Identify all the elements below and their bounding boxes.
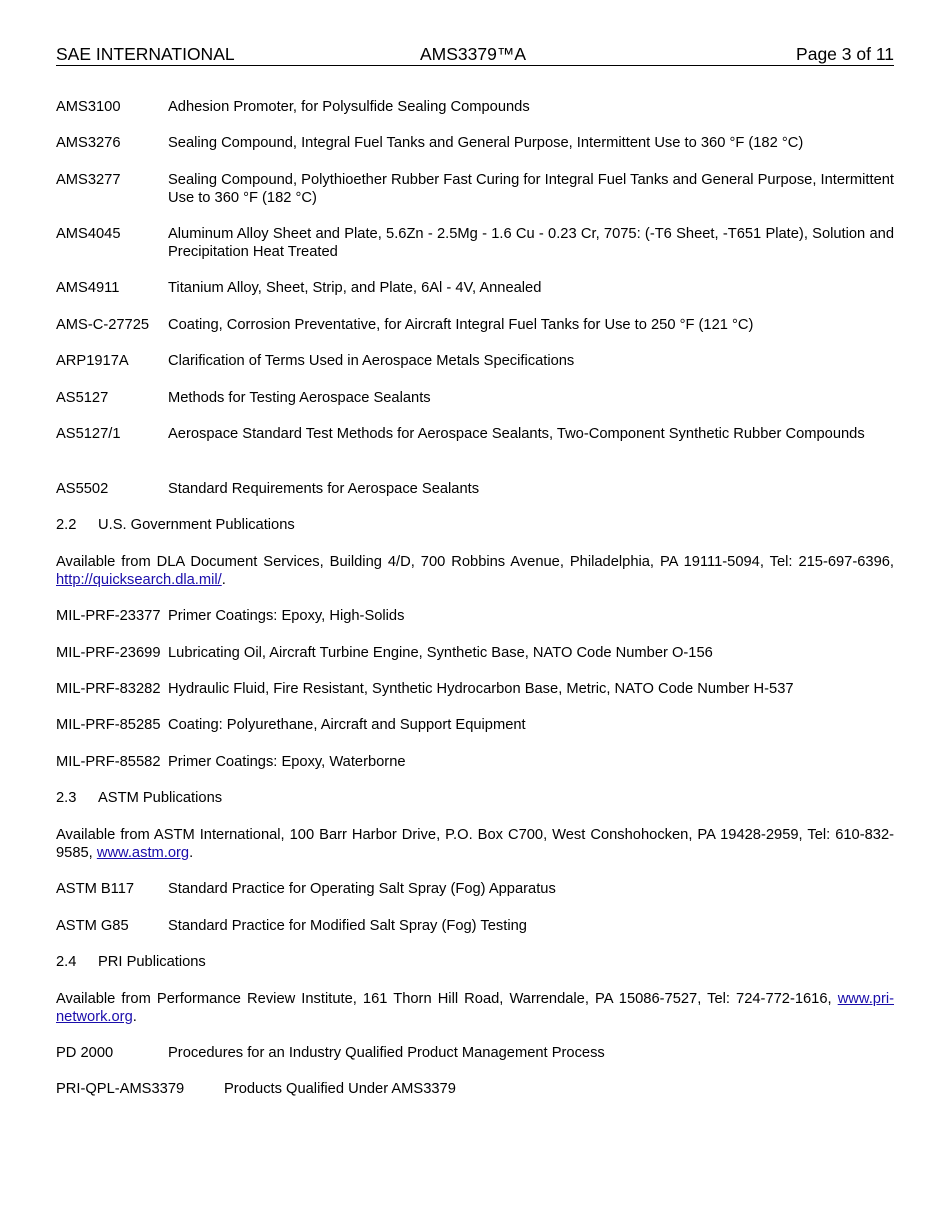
reference-title: Standard Practice for Operating Salt Spray (Fog) Apparatus xyxy=(168,881,556,897)
availability-paragraph xyxy=(56,553,894,589)
reference-title: Procedures for an Industry Qualified Product Management Process xyxy=(168,1045,605,1061)
reference-code: AS5502 xyxy=(56,481,109,497)
section-number: 2.2 xyxy=(56,517,77,533)
reference-code: AS5127 xyxy=(56,390,109,406)
availability-paragraph xyxy=(56,826,894,862)
reference-code: MIL-PRF-85285 xyxy=(56,717,161,733)
reference-code: MIL-PRF-83282 xyxy=(56,681,161,697)
reference-code: AMS3277 xyxy=(56,172,121,188)
reference-code: AMS3276 xyxy=(56,135,121,151)
reference-title: Products Qualified Under AMS3379 xyxy=(224,1081,456,1097)
astm-website-link[interactable]: www.astm.org xyxy=(96,845,190,861)
reference-title: Primer Coatings: Epoxy, Waterborne xyxy=(168,754,406,770)
section-title: PRI Publications xyxy=(98,954,206,970)
reference-title: Standard Requirements for Aerospace Sealants xyxy=(168,481,480,497)
header-document-number: AMS3379™A xyxy=(420,44,527,64)
dla-quicksearch-link[interactable]: http://quicksearch.dla.mil/ xyxy=(56,572,222,588)
section-title: ASTM Publications xyxy=(98,790,223,806)
reference-title: Aluminum Alloy Sheet and Plate, 5.6Zn - 2.5Mg - 1.6 Cu - 0.23 Cr, 7075: (-T6 Sheet, -T651 Plate), Solution and Precipitation Heat Treated xyxy=(168,226,894,260)
reference-title: Sealing Compound, Integral Fuel Tanks and General Purpose, Intermittent Use to 360 °F (182 °C) xyxy=(168,135,804,151)
reference-title: Primer Coatings: Epoxy, High-Solids xyxy=(168,608,405,624)
reference-title: Hydraulic Fluid, Fire Resistant, Synthetic Hydrocarbon Base, Metric, NATO Code Number H-537 xyxy=(168,681,794,697)
reference-code: MIL-PRF-23699 xyxy=(56,645,161,661)
reference-code: ASTM G85 xyxy=(56,918,129,934)
reference-title: Aerospace Standard Test Methods for Aerospace Sealants, Two-Component Synthetic Rubber Compounds xyxy=(168,426,865,442)
reference-code: AMS4045 xyxy=(56,226,121,242)
reference-title: Titanium Alloy, Sheet, Strip, and Plate, 6Al - 4V, Annealed xyxy=(168,280,542,296)
reference-title: Standard Practice for Modified Salt Spray (Fog) Testing xyxy=(168,918,527,934)
reference-code: MIL-PRF-23377 xyxy=(56,608,161,624)
reference-code: PD 2000 xyxy=(56,1045,114,1061)
reference-code: AS5127/1 xyxy=(56,426,121,442)
reference-code: MIL-PRF-85582 xyxy=(56,754,161,770)
section-title: U.S. Government Publications xyxy=(98,517,295,533)
pri-network-link[interactable]: www.pri-network.org xyxy=(56,991,894,1025)
availability-period: . xyxy=(132,1009,137,1025)
reference-code: AMS4911 xyxy=(56,280,120,296)
reference-title: Methods for Testing Aerospace Sealants xyxy=(168,390,431,406)
reference-code: ASTM B117 xyxy=(56,881,135,897)
availability-period: . xyxy=(189,845,194,861)
reference-title: Adhesion Promoter, for Polysulfide Sealing Compounds xyxy=(168,99,530,115)
header-page-number: Page 3 of 11 xyxy=(796,44,894,64)
availability-text: Available from DLA Document Services, Building 4/D, 700 Robbins Avenue, Philadelphia, PA 19111-5094, Tel: 215-697-6396, xyxy=(56,554,894,570)
page-header xyxy=(56,44,894,66)
availability-text: Available from ASTM International, 100 Barr Harbor Drive, P.O. Box C700, West Conshohocken, PA 19428-2959, Tel: 610-832-9585, xyxy=(56,827,894,861)
reference-title: Coating: Polyurethane, Aircraft and Support Equipment xyxy=(168,717,526,733)
availability-paragraph xyxy=(56,990,894,1026)
availability-period: . xyxy=(221,572,226,588)
availability-text: Available from Performance Review Institute, 161 Thorn Hill Road, Warrendale, PA 15086-7527, Tel: 724-772-1616, xyxy=(56,991,838,1007)
reference-code: ARP1917A xyxy=(56,353,129,369)
reference-title: Sealing Compound, Polythioether Rubber Fast Curing for Integral Fuel Tanks and General Purpose, Intermittent Use to 360 °F (182 °C) xyxy=(168,172,894,206)
reference-code: AMS-C-27725 xyxy=(56,317,150,333)
reference-code: AMS3100 xyxy=(56,99,121,115)
section-number: 2.4 xyxy=(56,954,77,970)
reference-code: PRI-QPL-AMS3379 xyxy=(56,1081,185,1097)
section-number: 2.3 xyxy=(56,790,77,806)
reference-title: Clarification of Terms Used in Aerospace Metals Specifications xyxy=(168,353,575,369)
header-organization: SAE INTERNATIONAL xyxy=(56,44,235,64)
reference-title: Coating, Corrosion Preventative, for Aircraft Integral Fuel Tanks for Use to 250 °F (121 °C) xyxy=(168,317,754,333)
reference-title: Lubricating Oil, Aircraft Turbine Engine, Synthetic Base, NATO Code Number O-156 xyxy=(168,645,713,661)
